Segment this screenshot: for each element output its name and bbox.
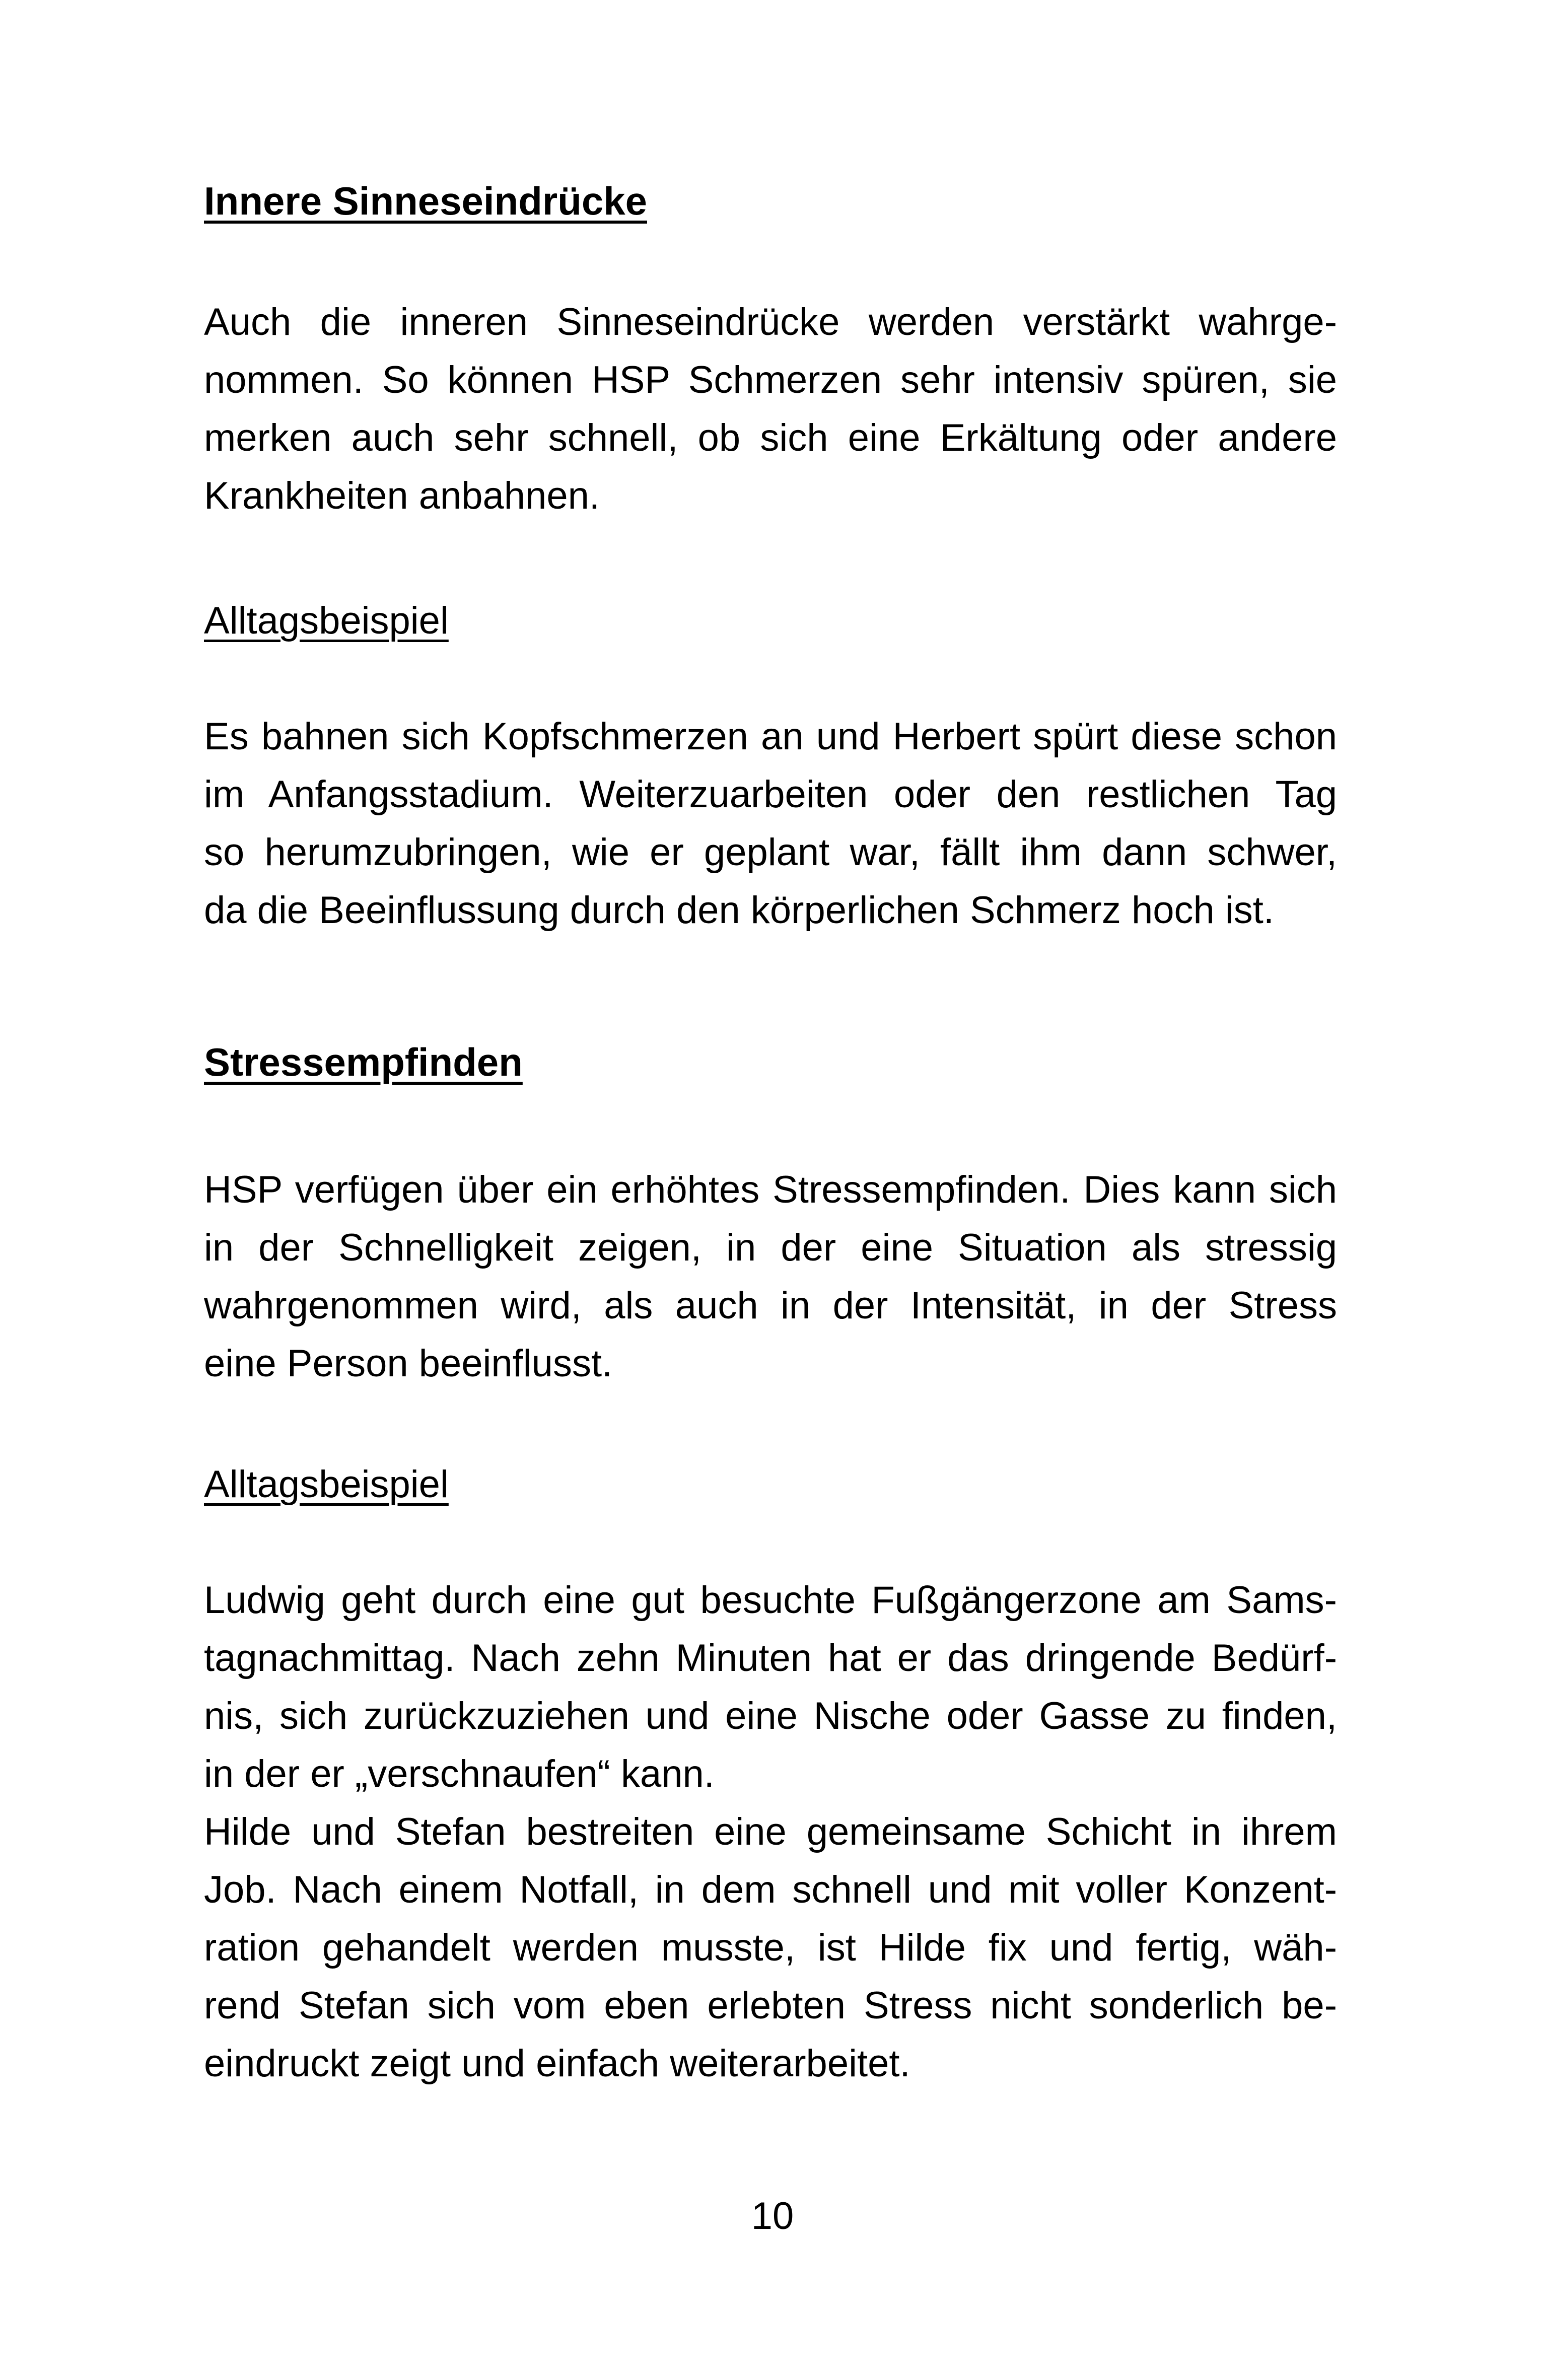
text-line: da die Beeinflussung durch den körperlichen Schmerz hoch ist. xyxy=(204,889,1274,932)
section-heading-stress: Stressempfinden xyxy=(204,1040,523,1084)
example-label-stress: Alltagsbeispiel xyxy=(204,1463,449,1506)
text-line: so herumzubringen, wie er geplant war, fällt ihm dann schwer, xyxy=(204,831,1337,874)
text-line: wahrgenommen wird, als auch in der Intensität, in der Stress xyxy=(204,1284,1337,1327)
paragraph-inner-senses-intro xyxy=(204,293,1337,525)
text-line: eine Person beeinflusst. xyxy=(204,1342,613,1385)
text-line: Ludwig geht durch eine gut besuchte Fußgängerzone am Sams- xyxy=(204,1579,1337,1622)
text-line: tagnachmittag. Nach zehn Minuten hat er das dringende Bedürf- xyxy=(204,1637,1337,1679)
text-line: rend Stefan sich vom eben erlebten Stress nicht sonderlich be- xyxy=(204,1984,1337,2027)
text-line: Krankheiten anbahnen. xyxy=(204,474,600,517)
text-line: Hilde und Stefan bestreiten eine gemeinsame Schicht in ihrem xyxy=(204,1810,1337,1853)
paragraph-inner-senses-example xyxy=(204,708,1337,939)
text-line: im Anfangsstadium. Weiterzuarbeiten oder den restlichen Tag xyxy=(204,773,1337,816)
text-line: Auch die inneren Sinneseindrücke werden verstärkt wahrge- xyxy=(204,301,1337,343)
text-line: in der er „verschnaufen“ kann. xyxy=(204,1753,715,1795)
paragraph-stress-intro xyxy=(204,1161,1337,1392)
text-line: Job. Nach einem Notfall, in dem schnell und mit voller Konzent- xyxy=(204,1868,1337,1911)
page-number: 10 xyxy=(751,2195,794,2237)
text-line: Es bahnen sich Kopfschmerzen an und Herbert spürt diese schon xyxy=(204,715,1337,758)
section-heading-inner-senses: Innere Sinneseindrücke xyxy=(204,179,647,223)
text-line: nommen. So können HSP Schmerzen sehr intensiv spüren, sie xyxy=(204,359,1337,401)
text-line: ration gehandelt werden musste, ist Hilde fix und fertig, wäh- xyxy=(204,1926,1337,1969)
text-line: nis, sich zurückzuziehen und eine Nische oder Gasse zu finden, xyxy=(204,1695,1337,1737)
text-line: merken auch sehr schnell, ob sich eine Erkältung oder andere xyxy=(204,416,1337,459)
text-line: HSP verfügen über ein erhöhtes Stressempfinden. Dies kann sich xyxy=(204,1168,1337,1211)
example-label-inner-senses: Alltagsbeispiel xyxy=(204,599,449,642)
text-line: in der Schnelligkeit zeigen, in der eine Situation als stressig xyxy=(204,1226,1337,1269)
paragraph-stress-example xyxy=(204,1571,1337,2092)
text-line: eindruckt zeigt und einfach weiterarbeitet. xyxy=(204,2042,910,2085)
